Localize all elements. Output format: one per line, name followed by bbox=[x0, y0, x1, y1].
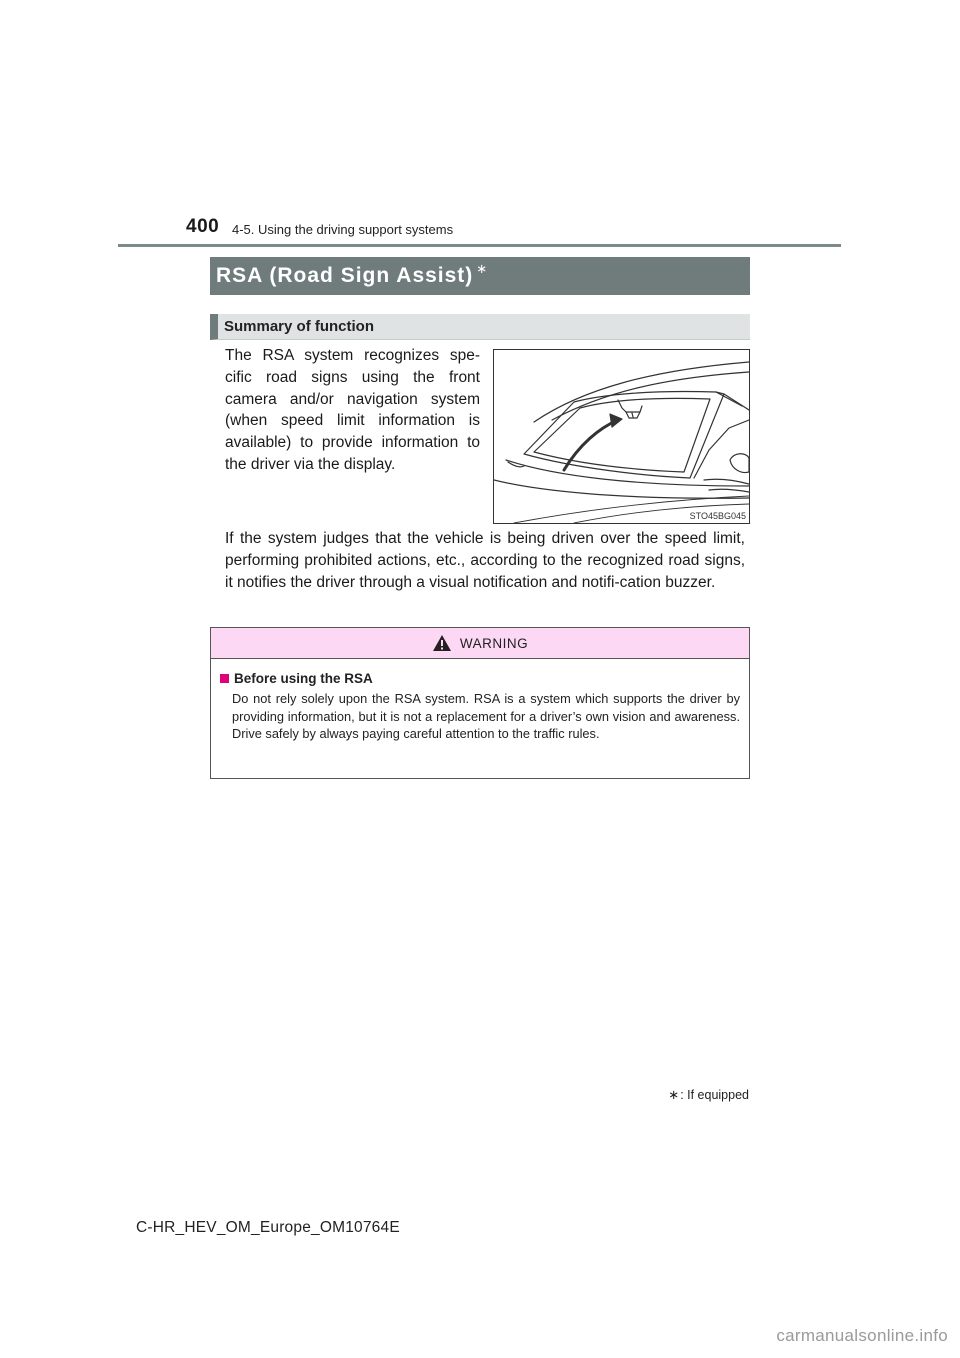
header-rule bbox=[118, 244, 841, 247]
figure-code: STO45BG045 bbox=[689, 511, 746, 521]
square-bullet-icon bbox=[220, 674, 229, 683]
document-code: C-HR_HEV_OM_Europe_OM10764E bbox=[136, 1219, 400, 1236]
warning-box bbox=[210, 627, 750, 779]
section-title: RSA (Road Sign Assist) bbox=[216, 264, 474, 287]
warning-subheading bbox=[220, 671, 740, 686]
warning-text: Do not rely solely upon the RSA system. RSA is a system which supports the driver by providing information, but it is not a replacement for a driver’s own vision and awareness. Drive safely by always paying careful attention to the traffic rules. bbox=[232, 691, 740, 741]
page-number: 400 bbox=[186, 216, 220, 237]
intro-paragraph: The RSA system recognizes spe-cific road signs using the front camera and/or navigation system (when speed limit information is available) to provide information to the driver via the display. bbox=[225, 347, 480, 473]
warning-label: WARNING bbox=[459, 635, 529, 651]
subsection-heading bbox=[210, 314, 750, 340]
section-title-banner bbox=[210, 257, 750, 295]
chapter-title: 4-5. Using the driving support systems bbox=[232, 222, 454, 237]
warning-header bbox=[211, 628, 749, 659]
footnote bbox=[668, 1087, 749, 1103]
footnote-text: : If equipped bbox=[680, 1088, 749, 1102]
warning-triangle-icon bbox=[432, 634, 452, 652]
windshield-camera-illustration bbox=[494, 350, 749, 523]
footnote-mark: ∗ bbox=[668, 1087, 680, 1102]
subsection-title: Summary of function bbox=[224, 318, 375, 335]
warning-subheading-text: Before using the RSA bbox=[234, 671, 373, 686]
warning-body bbox=[211, 659, 749, 743]
equipped-mark: ∗ bbox=[476, 261, 489, 276]
windshield-camera-figure bbox=[493, 349, 750, 524]
main-paragraph: If the system judges that the vehicle is being driven over the speed limit, performing prohibited actions, etc., according to the recognized road signs, it notifies the driver through a visual notification and notifi-cation buzzer. bbox=[225, 530, 745, 591]
watermark: carmanualsonline.info bbox=[776, 1326, 948, 1345]
